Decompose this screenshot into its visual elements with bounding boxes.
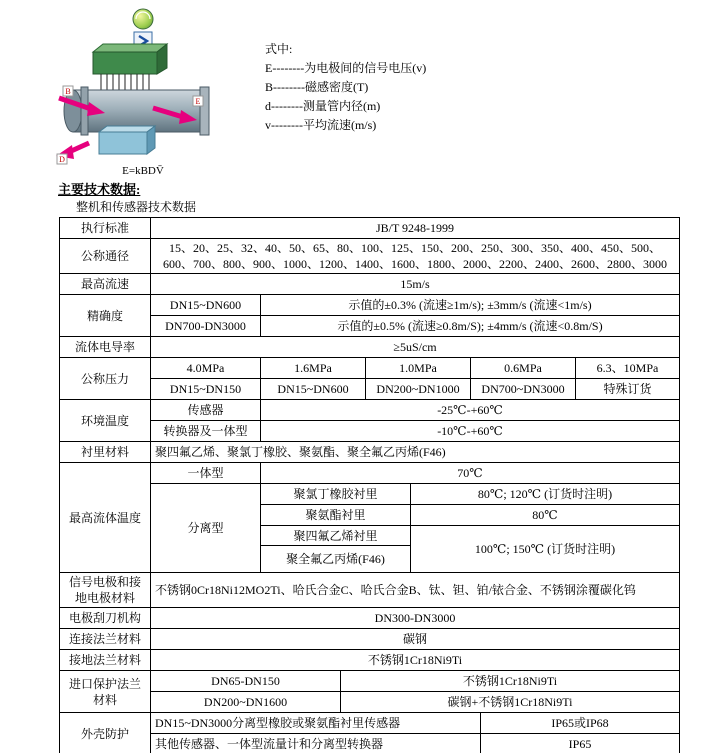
fluid-temp-type: 分离型: [151, 484, 261, 572]
pressure-ranges-row: [151, 378, 679, 399]
spec-value: DN300-DN3000: [374, 611, 456, 625]
pipe-flange-left: [81, 87, 88, 135]
marker-b: [63, 86, 73, 96]
ambient-subrow: [151, 420, 679, 441]
spec-label: 公称压力: [60, 358, 151, 399]
spec-row-scraper: [60, 607, 679, 628]
spec-row-connect-flange: [60, 628, 679, 649]
spec-row-electrode: [60, 572, 679, 607]
spec-value: 不锈钢0Cr18Ni12MO2Ti、哈氏合金C、哈氏合金B、钛、钽、铂/铱合金、不锈钢涂覆碳化钨: [155, 583, 636, 597]
spec-label: 最高流速: [60, 274, 151, 294]
accuracy-value: 示值的±0.3% (流速≥1m/s); ±3mm/s (流速<1m/s): [348, 298, 592, 312]
inlet-flange-value: 碳钢+不锈钢1Cr18Ni9Ti: [447, 695, 573, 709]
spec-row-velocity: [60, 273, 679, 294]
housing-desc: 其他传感器、一体型流量计和分离型转换器: [151, 734, 481, 753]
spec-row-fluid-temp: [60, 462, 679, 572]
housing-value: IP65或IP68: [551, 716, 609, 730]
spec-label: 衬里材料: [60, 442, 151, 462]
pressure-range: DN15~DN600: [261, 379, 366, 399]
spec-row-inlet-flange: [60, 670, 679, 712]
marker-e: [193, 96, 203, 106]
fluid-temp-value: 70℃: [457, 466, 483, 480]
fluid-temp-value: 80℃; 120℃ (订货时注明): [477, 487, 613, 501]
spec-label: 外壳防护: [60, 713, 151, 753]
spec-label: 连接法兰材料: [60, 629, 151, 649]
pressure-values-row: [151, 358, 679, 378]
fluid-temp-integral-row: [151, 463, 679, 483]
housing-subrow: [151, 713, 679, 733]
housing-subrow: [151, 733, 679, 753]
spec-value: 不锈钢1Cr18Ni9Ti: [367, 653, 463, 667]
spec-row-housing: [60, 712, 679, 753]
fluid-temp-separate-row: [261, 504, 679, 525]
housing-desc: DN15~DN3000分离型橡胶或聚氨酯衬里传感器: [151, 713, 481, 733]
spec-row-ground-flange: [60, 649, 679, 670]
flowmeter-diagram: [55, 4, 227, 180]
legend-line-v: v--------平均流速(m/s): [265, 118, 377, 132]
spec-label: 进口保护法兰材料: [60, 671, 151, 712]
pipe-flange-right: [200, 87, 209, 135]
pressure-range: 特殊订货: [603, 382, 652, 396]
pressure-range: DN15~DN150: [151, 379, 261, 399]
legend-line-b: B--------磁感密度(T): [265, 80, 369, 94]
fluid-temp-separate-row: [261, 484, 679, 504]
inlet-flange-range: DN65-DN150: [151, 671, 341, 691]
spec-row-diameter: [60, 238, 679, 273]
ambient-part: 传感器: [151, 400, 261, 420]
section-heading: 主要技术数据:: [58, 182, 141, 197]
spec-label: 最高流体温度: [60, 463, 151, 572]
ambient-part: 转换器及一体型: [151, 421, 261, 441]
spec-value: JB/T 9248-1999: [375, 221, 455, 235]
accuracy-value: 示值的±0.5% (流速≥0.8m/S); ±4mm/s (流速<0.8m/S): [337, 319, 603, 333]
fluid-temp-type: 一体型: [151, 463, 261, 483]
ambient-value: -25℃-+60℃: [437, 403, 503, 417]
inlet-flange-subrow: [151, 671, 679, 691]
inlet-flange-range: DN200~DN1600: [151, 692, 341, 712]
spec-row-conductivity: [60, 336, 679, 357]
spec-label: 信号电极和接地电极材料: [60, 573, 151, 607]
spec-value: ≥5uS/cm: [393, 340, 437, 354]
spec-value: 15m/s: [400, 277, 430, 291]
formula-text: E=kBDV̄: [122, 165, 164, 177]
marker-d: [57, 154, 67, 164]
svg-text:E: E: [195, 97, 201, 106]
formula-legend: [265, 40, 426, 135]
fluid-temp-lining: 聚全氟乙丙烯(F46): [286, 552, 385, 566]
spec-value: 聚四氟乙烯、聚氯丁橡胶、聚氨酯、聚全氟乙丙烯(F46): [155, 445, 446, 459]
svg-text:D: D: [59, 155, 65, 164]
spec-label: 精确度: [60, 295, 151, 336]
pressure-range: DN700~DN3000: [471, 379, 576, 399]
spec-label: 公称通径: [60, 239, 151, 273]
spec-label: 环境温度: [60, 400, 151, 441]
pressure-value: 1.6MPa: [261, 358, 366, 378]
ambient-value: -10℃-+60℃: [437, 424, 503, 438]
accuracy-range: DN15~DN600: [151, 295, 261, 315]
spec-row-lining: [60, 441, 679, 462]
fluid-temp-lining: 聚四氟乙烯衬里: [261, 526, 410, 546]
accuracy-range: DN700-DN3000: [151, 316, 261, 336]
electrode-lines: [101, 74, 149, 92]
fluid-temp-value: 80℃: [532, 508, 558, 522]
fluid-temp-separate-row-merged: [261, 525, 679, 572]
fluid-temp-lining: 聚氨酯衬里: [261, 505, 411, 525]
housing-box-top: [99, 126, 155, 132]
spec-label: 接地法兰材料: [60, 650, 151, 670]
svg-text:B: B: [65, 87, 71, 96]
fluid-temp-lining: 聚氯丁橡胶衬里: [261, 484, 411, 504]
housing-value: IP65: [568, 737, 592, 751]
pressure-range: DN200~DN1000: [366, 379, 471, 399]
pressure-value: 1.0MPa: [366, 358, 471, 378]
spec-value: 碳钢: [402, 632, 427, 646]
spec-label: 执行标准: [60, 218, 151, 238]
inlet-flange-subrow: [151, 691, 679, 712]
fluid-temp-separate-block: [151, 483, 679, 572]
accuracy-subrow: [151, 315, 679, 336]
spec-row-standard: [60, 218, 679, 238]
legend-title: 式中:: [265, 42, 293, 56]
legend-line-e: E--------为电极间的信号电压(v): [265, 61, 427, 75]
housing-box: [99, 132, 147, 154]
ambient-subrow: [151, 400, 679, 420]
spec-row-ambient: [60, 399, 679, 441]
spec-row-pressure: [60, 357, 679, 399]
fluid-temp-value: 100℃; 150℃ (订货时注明): [474, 542, 616, 556]
coil-box: [93, 52, 157, 74]
pressure-value: 6.3、10MPa: [596, 361, 659, 375]
spec-table: [59, 217, 680, 753]
spec-label: 流体电导率: [60, 337, 151, 357]
spec-row-accuracy: [60, 294, 679, 336]
pressure-value: 4.0MPa: [151, 358, 261, 378]
coil-box-top: [93, 44, 167, 52]
spec-value: 15、20、25、32、40、50、65、80、100、125、150、200、250、300、350、400、450、500、600、700、800、900、1000、1200、1400、1600、1800、2000、2200、2400、2600、2800、3000: [162, 241, 667, 271]
section-subheading: 整机和传感器技术数据: [76, 200, 197, 214]
spec-label: 电极刮刀机构: [60, 608, 151, 628]
pressure-value: 0.6MPa: [471, 358, 576, 378]
accuracy-subrow: [151, 295, 679, 315]
legend-line-d: d--------测量管内径(m): [265, 99, 381, 113]
inlet-flange-value: 不锈钢1Cr18Ni9Ti: [462, 674, 558, 688]
